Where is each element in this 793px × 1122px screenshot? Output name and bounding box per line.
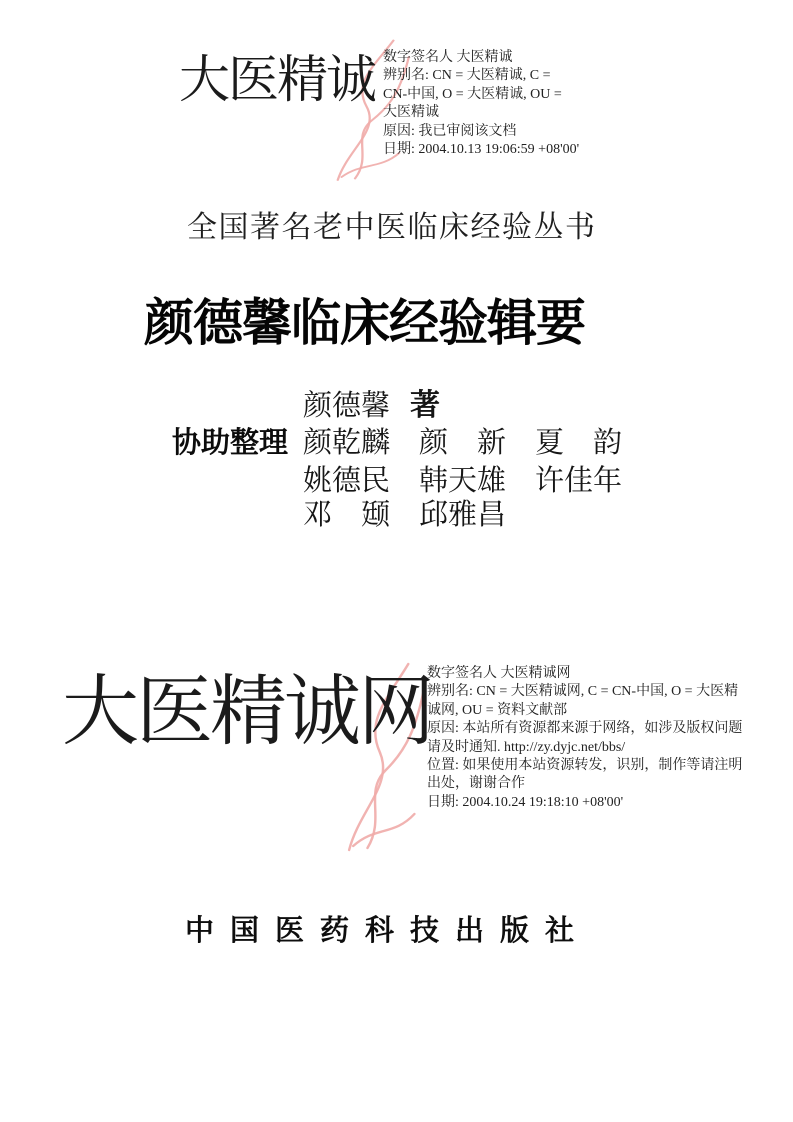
signature-line: 原因: 本站所有资源都来源于网络，如涉及版权问题 xyxy=(427,721,743,737)
signature-line: CN-中国, O = 大医精诚, OU = xyxy=(383,86,562,102)
signature-line: 数字签名人 大医精诚 xyxy=(383,50,513,65)
assist-editors-row: 邓 颋 邱雅昌 xyxy=(303,499,507,531)
signature-line: 日期: 2004.10.24 19:18:10 +08'00' xyxy=(427,794,624,810)
signature-line: 大医精诚 xyxy=(383,105,439,121)
signature-details-bottom xyxy=(427,665,791,812)
signature-stamp-name-top: 大医精诚 xyxy=(179,53,376,109)
main-author-row xyxy=(303,391,440,421)
signature-line: 辨别名: CN = 大医精诚, C = xyxy=(383,68,551,84)
signature-line: 辨别名: CN = 大医精诚网, C = CN-中国, O = 大医精 xyxy=(427,684,739,700)
signature-line: 位置: 如果使用本站资源转发，识别，制作等请注明 xyxy=(427,758,743,774)
signature-line: 出处，谢谢合作 xyxy=(427,776,525,792)
publisher-name: 中国医药科技出版社 xyxy=(185,915,591,947)
series-title: 全国著名老中医临床经验丛书 xyxy=(187,211,597,244)
signature-stamp-name-bottom: 大医精诚网 xyxy=(62,669,432,755)
signature-details-top xyxy=(383,49,639,159)
signature-line: 请及时通知. http://zy.dyjc.net/bbs/ xyxy=(427,739,626,755)
signature-line: 数字签名人 大医精诚网 xyxy=(427,666,571,681)
assist-editors-row: 姚德民 韩天雄 许佳年 xyxy=(303,465,623,497)
assist-editors-row: 颜乾麟 颜 新 夏 韵 xyxy=(303,427,623,459)
author-role-suffix: 著 xyxy=(410,389,441,422)
main-author-name: 颜德馨 xyxy=(303,390,391,422)
signature-line: 日期: 2004.10.13 19:06:59 +08'00' xyxy=(383,142,580,158)
assist-editors-label: 协助整理 xyxy=(172,427,289,459)
book-title: 颜德馨临床经验辑要 xyxy=(144,295,585,351)
signature-line: 诚网, OU = 资料文献部 xyxy=(427,702,568,718)
signature-line: 原因: 我已审阅该文档 xyxy=(383,123,517,139)
